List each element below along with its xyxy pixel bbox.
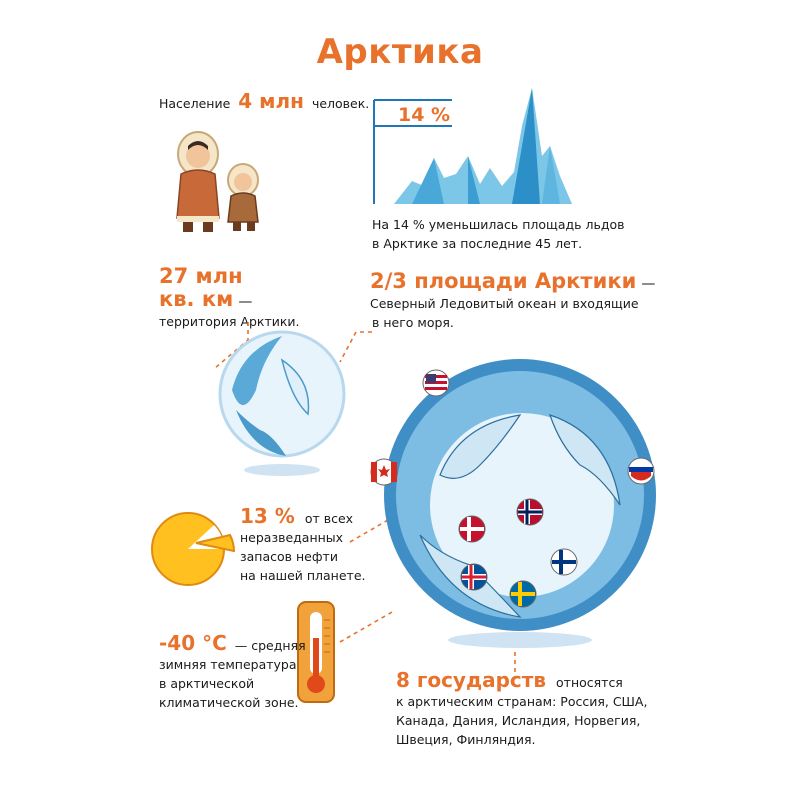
territory-dash: — (238, 294, 253, 310)
states-value: 8 государств (396, 668, 547, 692)
ocean-desc-line2: в него моря. (372, 315, 454, 330)
page-title: Арктика (316, 32, 484, 72)
temperature-line3: в арктической (159, 676, 255, 691)
territory-desc: территория Арктики. (159, 314, 300, 329)
ice-caption-line2: в Арктике за последние 45 лет. (372, 236, 583, 251)
norway-flag-icon (516, 498, 544, 530)
states-line4: Швеция, Финляндия. (396, 732, 536, 747)
states-line1: относятся (556, 675, 623, 690)
ocean-desc-line1: Северный Ледовитый океан и входящие (370, 296, 639, 311)
temperature-line2: зимняя температура (159, 657, 297, 672)
oil-line2: неразведанных (240, 530, 344, 545)
temperature-block (159, 631, 306, 712)
temperature-line4: климатической зоне. (159, 695, 299, 710)
canada-flag-icon (370, 458, 398, 490)
population-value: 4 млн (238, 89, 304, 113)
states-block (396, 668, 648, 749)
ocean-value: 2/3 площади Арктики (370, 269, 637, 293)
population-suffix: человек. (311, 96, 370, 111)
usa-flag-icon (422, 369, 450, 401)
oil-line1: от всех (304, 511, 354, 526)
territory-value-line1: 27 млн (159, 264, 243, 288)
ice-percent-label: 14 % (398, 104, 451, 126)
states-line2: к арктическим странам: Россия, США, (396, 694, 648, 709)
population-prefix: Население (159, 96, 231, 111)
small-globe-illustration (212, 330, 352, 480)
territory-value-line2: кв. км (159, 287, 234, 311)
ice-caption-line1: На 14 % уменьшилась площадь льдов (372, 217, 625, 232)
russia-flag-icon (627, 457, 655, 489)
sweden-flag-icon (509, 580, 537, 612)
oil-line4: на нашей планете. (240, 568, 366, 583)
iceland-flag-icon (460, 563, 488, 595)
temperature-value: -40 °С (159, 631, 227, 655)
temperature-line1: — средняя (234, 638, 306, 653)
oil-value: 13 % (240, 504, 295, 528)
finland-flag-icon (550, 548, 578, 580)
states-line3: Канада, Дания, Исландия, Норвегия, (396, 713, 641, 728)
ocean-dash: — (641, 276, 656, 292)
denmark-flag-icon (458, 515, 486, 547)
oil-line3: запасов нефти (240, 549, 338, 564)
oil-block (240, 504, 366, 585)
oil-pie-icon (150, 505, 235, 590)
